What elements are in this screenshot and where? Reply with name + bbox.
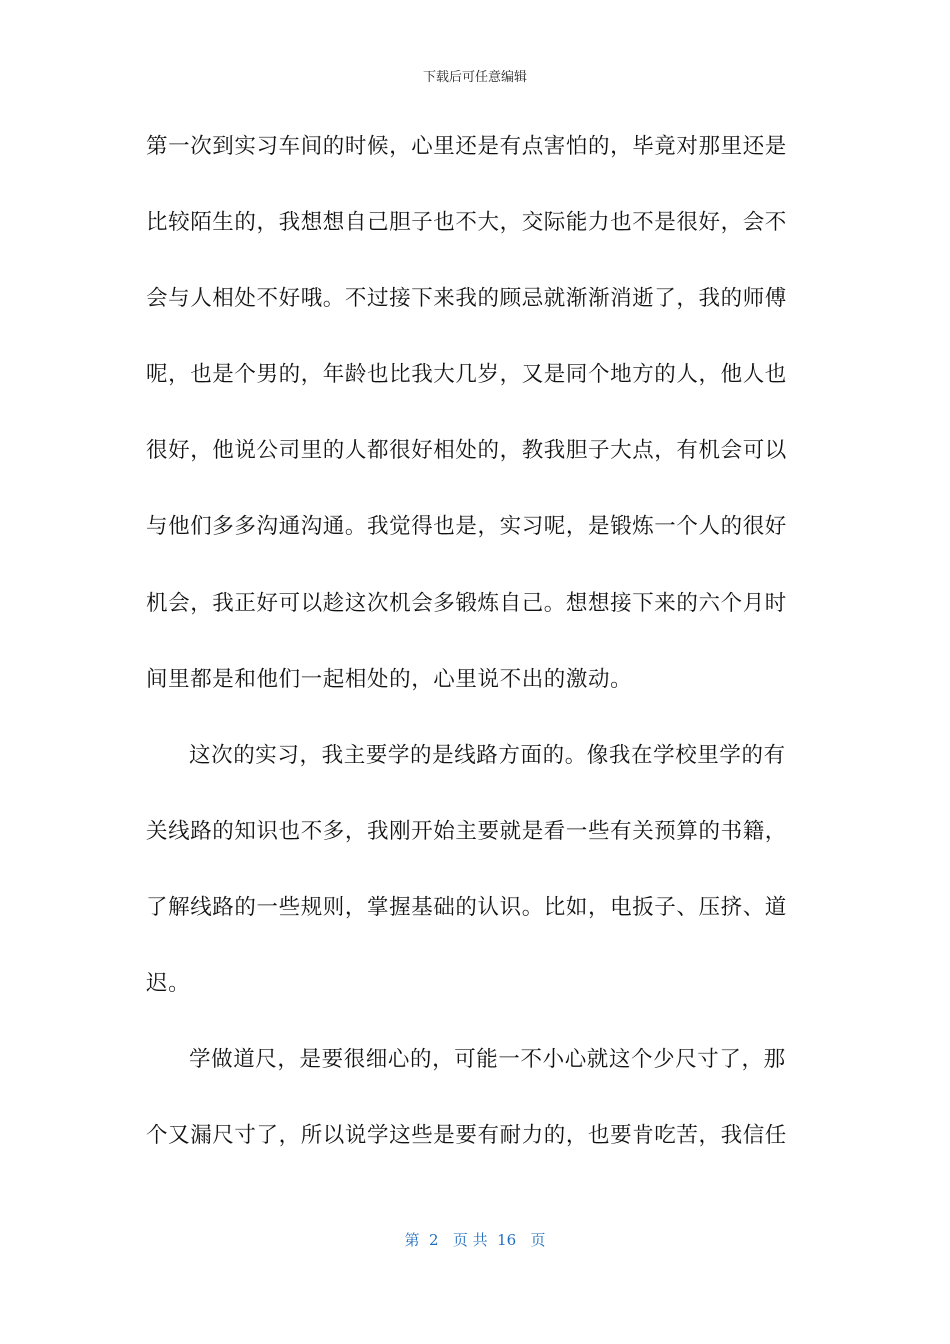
text-line: 间里都是和他们一起相处的，心里说不出的激动。 [146,666,633,692]
text-line: 第一次到实习车间的时候，心里还是有点害怕的，毕竟对那里还是 [146,134,787,159]
text-line: 个又漏尺寸了，所以说学这些是要有耐力的，也要肯吃苦，我信任 [146,1123,787,1149]
paragraph-start-line: 这次的实习，我主要学的是线路方面的。像我在学校里学的有 [189,742,786,768]
text-line: 了解线路的一些规则，掌握基础的认识。比如，电扳子、压挤、道 [146,894,787,920]
text-line: 与他们多多沟通沟通。我觉得也是，实习呢，是锻炼一个人的很好 [146,514,787,540]
page-header: 下载后可任意编辑 [422,70,527,85]
document-body [146,124,794,1189]
text-line: 关线路的知识也不多，我刚开始主要就是看一些有关预算的书籍， [146,818,787,844]
paragraph-start-line: 学做道尺，是要很细心的，可能一不小心就这个少尺寸了，那 [189,1047,786,1073]
text-line: 比较陌生的，我想想自己胆子也不大，交际能力也不是很好，会不 [146,210,787,236]
text-line: 很好，他说公司里的人都很好相处的，教我胆子大点，有机会可以 [146,438,787,464]
text-line: 迟。 [146,971,191,997]
text-line: 会与人相处不好哦。不过接下来我的顾忌就渐渐消逝了，我的师傅 [146,286,787,312]
text-line: 机会，我正好可以趁这次机会多锻炼自己。想想接下来的六个月时 [146,590,787,616]
page-number-footer: 第 2 页 共 16 页 [404,1231,546,1249]
text-line: 呢，也是个男的，年龄也比我大几岁，又是同个地方的人，他人也 [146,362,787,388]
